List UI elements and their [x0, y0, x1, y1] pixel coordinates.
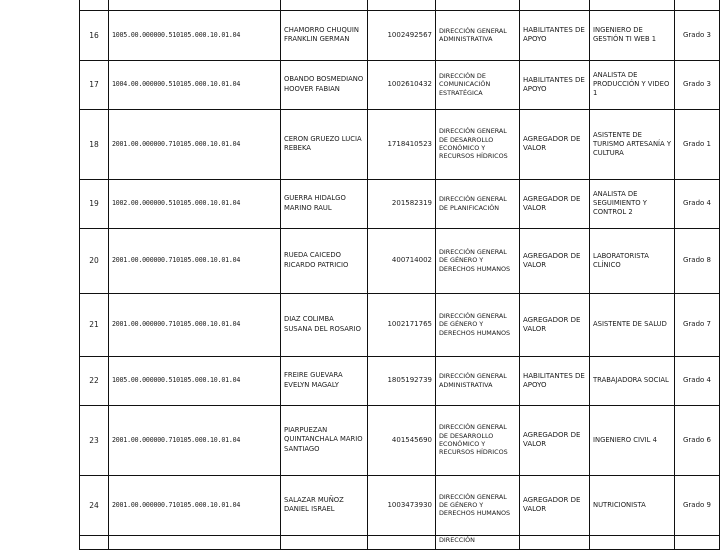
id-number: 1003473930 [368, 475, 436, 535]
personnel-table [79, 0, 720, 550]
table-row [80, 109, 720, 179]
department: DIRECCIÓN GENERAL DE PLANIFICACIÓN [436, 179, 520, 228]
table-row [80, 293, 720, 356]
budget-code: 2001.00.000000.710105.000.10.01.04 [109, 109, 281, 179]
id-number: 1002171765 [368, 293, 436, 356]
budget-code [109, 535, 281, 549]
table-row-header-remnant [80, 0, 720, 10]
table-row [80, 10, 720, 60]
grade: Grado 8 [675, 228, 720, 293]
process-group: HABILITANTES DE APOYO [520, 10, 590, 60]
id-number: 1718410523 [368, 109, 436, 179]
budget-code: 1005.00.000000.510105.000.10.01.04 [109, 356, 281, 405]
job-title: NUTRICIONISTA [590, 475, 675, 535]
grade: Grado 4 [675, 179, 720, 228]
employee-name: CERON GRUEZO LUCIA REBEKA [281, 109, 368, 179]
process-group: HABILITANTES DE APOYO [520, 356, 590, 405]
budget-code: 2001.00.000000.710105.000.10.01.04 [109, 405, 281, 475]
id-number: 400714002 [368, 228, 436, 293]
department: DIRECCIÓN [436, 535, 520, 549]
employee-name [281, 535, 368, 549]
job-title: ANALISTA DE SEGUIMIENTO Y CONTROL 2 [590, 179, 675, 228]
job-title: INGENIERO CIVIL 4 [590, 405, 675, 475]
employee-name: PIARPUEZAN QUINTANCHALA MARIO SANTIAGO [281, 405, 368, 475]
budget-code: 2001.00.000000.710105.000.10.01.04 [109, 228, 281, 293]
process-group: AGREGADOR DE VALOR [520, 109, 590, 179]
row-number [80, 535, 109, 549]
id-number [368, 535, 436, 549]
table-row [80, 179, 720, 228]
department: DIRECCIÓN GENERAL DE DESARROLLO ECONÓMICO Y RECURSOS HÍDRICOS [436, 405, 520, 475]
row-number: 21 [80, 293, 109, 356]
process-group: HABILITANTES DE APOYO [520, 60, 590, 109]
budget-code: 2001.00.000000.710105.000.10.01.04 [109, 475, 281, 535]
budget-code: 1002.00.000000.510105.000.10.01.04 [109, 179, 281, 228]
row-number: 24 [80, 475, 109, 535]
process-group: AGREGADOR DE VALOR [520, 179, 590, 228]
budget-code: 2001.00.000000.710105.000.10.01.04 [109, 293, 281, 356]
id-number: 1805192739 [368, 356, 436, 405]
grade: Grado 3 [675, 60, 720, 109]
grade: Grado 9 [675, 475, 720, 535]
table-row [80, 228, 720, 293]
process-group: AGREGADOR DE VALOR [520, 475, 590, 535]
employee-name: SALAZAR MUÑOZ DANIEL ISRAEL [281, 475, 368, 535]
id-number: 201582319 [368, 179, 436, 228]
grade: Grado 3 [675, 10, 720, 60]
grade: Grado 7 [675, 293, 720, 356]
department: DIRECCIÓN DE COMUNICACIÓN ESTRATÉGICA [436, 60, 520, 109]
department: DIRECCIÓN GENERAL ADMINISTRATIVA [436, 10, 520, 60]
row-number: 23 [80, 405, 109, 475]
id-number: 1002492567 [368, 10, 436, 60]
table-row [80, 405, 720, 475]
department: DIRECCIÓN GENERAL DE DESARROLLO ECONÓMICO Y RECURSOS HÍDRICOS [436, 109, 520, 179]
job-title: ANALISTA DE PRODUCCIÓN Y VIDEO 1 [590, 60, 675, 109]
employee-name: GUERRA HIDALGO MARINO RAUL [281, 179, 368, 228]
job-title: ASISTENTE DE TURISMO ARTESANÍA Y CULTURA [590, 109, 675, 179]
table-row [80, 356, 720, 405]
row-number: 16 [80, 10, 109, 60]
process-group: AGREGADOR DE VALOR [520, 293, 590, 356]
process-group: AGREGADOR DE VALOR [520, 405, 590, 475]
employee-name: CHAMORRO CHUQUIN FRANKLIN GERMAN [281, 10, 368, 60]
id-number: 401545690 [368, 405, 436, 475]
grade: Grado 4 [675, 356, 720, 405]
budget-code: 1005.00.000000.510105.000.10.01.04 [109, 10, 281, 60]
department: DIRECCIÓN GENERAL DE GÉNERO Y DERECHOS HUMANOS [436, 228, 520, 293]
table-row [80, 60, 720, 109]
grade: Grado 6 [675, 405, 720, 475]
job-title: ASISTENTE DE SALUD [590, 293, 675, 356]
employee-name: DIAZ COLIMBA SUSANA DEL ROSARIO [281, 293, 368, 356]
department: DIRECCIÓN GENERAL DE GÉNERO Y DERECHOS HUMANOS [436, 293, 520, 356]
id-number: 1002610432 [368, 60, 436, 109]
row-number: 19 [80, 179, 109, 228]
department: DIRECCIÓN GENERAL DE GÉNERO Y DERECHOS HUMANOS [436, 475, 520, 535]
job-title: INGENIERO DE GESTIÓN TI WEB 1 [590, 10, 675, 60]
employee-name: FREIRE GUEVARA EVELYN MAGALY [281, 356, 368, 405]
grade [675, 535, 720, 549]
budget-code: 1004.00.000000.510105.000.10.01.04 [109, 60, 281, 109]
row-number: 17 [80, 60, 109, 109]
employee-name: RUEDA CAICEDO RICARDO PATRICIO [281, 228, 368, 293]
employee-name: OBANDO BOSMEDIANO HOOVER FABIAN [281, 60, 368, 109]
row-number: 22 [80, 356, 109, 405]
job-title: TRABAJADORA SOCIAL [590, 356, 675, 405]
job-title: LABORATORISTA CLÍNICO [590, 228, 675, 293]
department: DIRECCIÓN GENERAL ADMINISTRATIVA [436, 356, 520, 405]
row-number: 18 [80, 109, 109, 179]
row-number: 20 [80, 228, 109, 293]
table-row [80, 475, 720, 535]
process-group [520, 535, 590, 549]
table-row-partial [80, 535, 720, 549]
process-group: AGREGADOR DE VALOR [520, 228, 590, 293]
grade: Grado 1 [675, 109, 720, 179]
job-title [590, 535, 675, 549]
